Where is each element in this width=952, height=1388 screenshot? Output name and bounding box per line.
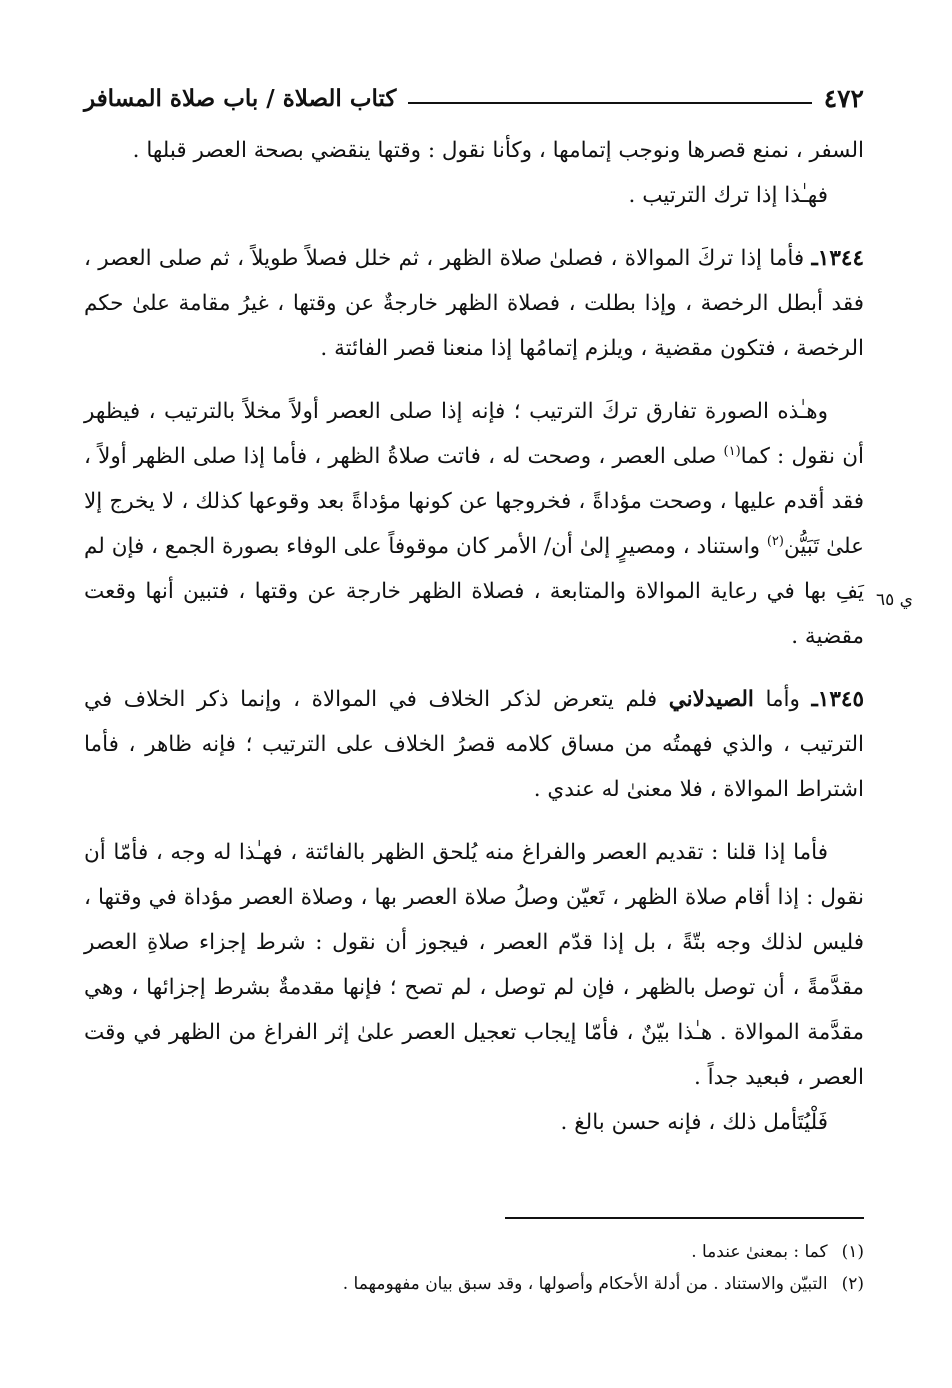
footnote-rule [505,1217,864,1219]
paragraph-text: واستناد ، ومصيرٍ إلىٰ أن/ الأمر كان موقوفاً على الوفاء بصورة الجمع ، فإن لم يَفِ بها في رعاية الموالاة والمتابعة ، فصلاة الظهر خارجة عن وقتها ، فتبين أنها وقعت مقضية . [84,534,864,649]
paragraph-summary [84,173,864,218]
paragraph-continuation [84,128,864,173]
footnote-text: التبيّن والاستناد . من أدلة الأحكام وأصولها ، وقد سبق بيان مفهومهما . [342,1274,828,1294]
footnote-mark: (١) [841,1242,864,1262]
scholar-name: الصيدلاني [668,687,754,712]
footnote-ref-2[interactable]: (٢) [766,533,784,549]
page-number: ٤٧٢ [823,83,864,113]
paragraph-text: فَلْيُتَأمل ذلك ، فإنه حسن بالغ . [560,1110,828,1135]
running-title: كتاب الصلاة / باب صلاة المسافر [84,84,397,112]
paragraph-text: فهـٰذا إذا ترك الترتيب . [628,183,828,208]
paragraph-text: صلى العصر ، وصحت له ، فاتت صلاةُ الظهر ، فأما إذا صلى الظهر أولاً ، فقد أقدم عليها ، وصحت مؤداةً ، فخروجها عن كونها مؤداةً بعد وقوعها كذلك ، لا يخرج إلا علىٰ تَبَيُّن [84,444,864,559]
footnote-2 [84,1268,864,1300]
paragraph-text: فلم يتعرض لذكر الخلاف في الموالاة ، وإنما ذكر الخلاف في الترتيب ، والذي فهمتُه من مساق كلامه قصرُ الخلاف على الترتيب ؛ فإنه ظاهر ، فأما اشتراط الموالاة ، فلا معنىٰ له عندي . [84,687,864,802]
footnote-mark: (٢) [841,1274,864,1294]
paragraph-text: السفر ، نمنع قصرها ونوجب إتمامها ، وكأنا نقول : وقتها ينقضي بصحة العصر قبلها . [132,138,864,163]
paragraph-text: وأما [753,687,812,712]
footnote-1 [84,1236,864,1268]
paragraph-closing [84,1100,864,1145]
section-number: ١٣٤٥ـ [811,687,864,712]
header-rule [408,102,811,104]
paragraph-text: فأما إذا تركَ الموالاة ، فصلىٰ صلاة الظهر ، ثم خلل فصلاً طويلاً ، ثم صلى العصر ، فقد أبطل الرخصة ، وإذا بطلت ، فصلاة الظهر خارجةٌ عن وقتها ، غيرُ مقامة علىٰ حكم الرخصة ، فتكون مقضية ، ويلزم إتمامُها إذا منعنا قصر الفائتة . [84,246,864,361]
margin-manuscript-note: ي ٦٥ [876,590,913,610]
paragraph-discussion [84,830,864,1100]
body-text [84,128,864,1145]
footnote-text: كما : بمعنىٰ عندما . [691,1242,828,1262]
running-header [84,78,864,118]
paragraph-order [84,389,864,659]
paragraph-text: وهـٰذه الصورة تفارق تركَ الترتيب ؛ فإنه إذا صلى العصر أولاً مخلاً بالترتيب ، فيظهر أن نقول : كما [84,399,864,469]
section-number: ١٣٤٤ـ [811,246,864,271]
footnote-ref-1[interactable]: (١) [723,443,741,459]
paragraph-1345 [84,677,864,812]
paragraph-1344 [84,236,864,371]
footnotes [84,1236,864,1300]
paragraph-text: فأما إذا قلنا : تقديم العصر والفراغ منه يُلحق الظهر بالفائتة ، فهـٰذا له وجه ، فأمّا أن نقول : إذا أقام صلاة الظهر ، تَعيّن وصلُ صلاة العصر بها ، وصلاة العصر مؤداة في وقتها ، فليس لذلك وجه بتّةً ، بل إذا قدّم العصر ، فيجوز أن نقول : شرط إجزاء صلاةِ العصر مقدَّمةً ، أن توصل بالظهر ، فإن لم توصل ، لم تصح ؛ فإنها مقدمةٌ بشرط إجزائها ، وهي مقدَّمة الموالاة . هـٰذا بيّنٌ ، فأمّا إيجاب تعجيل العصر علىٰ إثر الفراغ من الظهر في وقت العصر ، فبعيد جداً . [84,840,864,1090]
